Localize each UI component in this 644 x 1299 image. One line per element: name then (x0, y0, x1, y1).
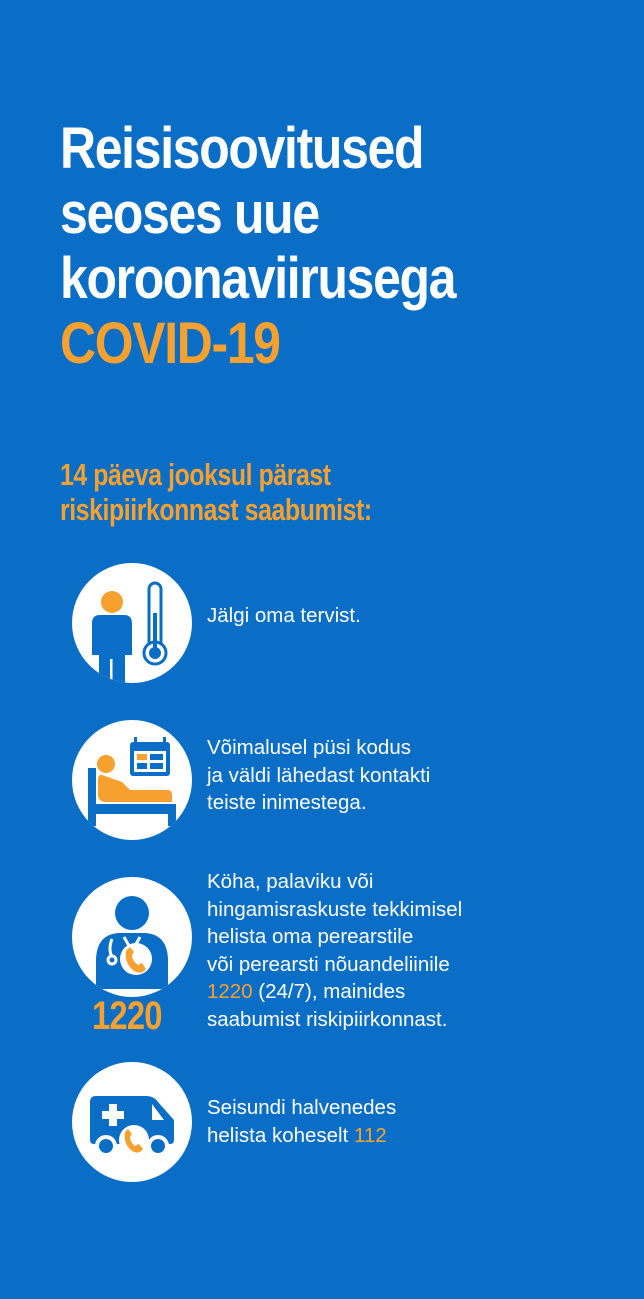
intro-heading (60, 457, 540, 527)
item-3-line-6: saabumist riskipiirkonnast. (207, 1007, 448, 1031)
item-3-line-4: või perearsti nõuandeliinile (207, 952, 450, 976)
hotline-1220-badge: 1220 (92, 994, 162, 1038)
item-4-line-1: Seisundi halvenedes (207, 1096, 397, 1119)
item-1-line-1: Jälgi oma tervist. (207, 604, 361, 627)
title-line-1: Reisisoovitused (60, 116, 424, 181)
doctor-phone-icon (72, 877, 192, 997)
item-3-line-1: Köha, palaviku või (207, 870, 374, 893)
item-2-line-3: teiste inimestega. (207, 791, 367, 814)
item-4-line-2-text: helista koheselt (207, 1123, 355, 1147)
ambulance-phone-icon (72, 1062, 192, 1182)
title-accent: COVID-19 (60, 311, 280, 376)
item-4-line-2 (207, 1122, 627, 1150)
item-3-line-3: helista oma perearstile (207, 925, 414, 948)
item-2-text (207, 734, 627, 817)
title-line-2: seoses uue (60, 181, 319, 246)
item-3-line-5-rest: (24/7), mainides (252, 980, 406, 1003)
person-in-bed-calendar-icon (72, 720, 192, 840)
page-title (60, 116, 542, 376)
person-thermometer-icon (72, 563, 192, 683)
intro-line-1: 14 päeva jooksul pärast (60, 457, 331, 492)
hotline-number-1220[interactable]: 1220 (207, 980, 253, 1003)
item-3-text (207, 868, 627, 1033)
item-3-line-2: hingamisraskuste tekkimisel (207, 897, 463, 921)
title-line-3: koroonaviirusega (60, 246, 456, 311)
intro-line-2: riskipiirkonnast saabumist: (60, 492, 372, 527)
item-2-line-1: Võimalusel püsi kodus (207, 736, 411, 759)
item-4-text (207, 1094, 627, 1149)
item-1-text (207, 602, 627, 630)
item-3-line-5 (207, 978, 627, 1006)
item-2-line-2: ja väldi lähedast kontakti (207, 763, 431, 787)
emergency-number-112[interactable]: 112 (354, 1123, 387, 1147)
